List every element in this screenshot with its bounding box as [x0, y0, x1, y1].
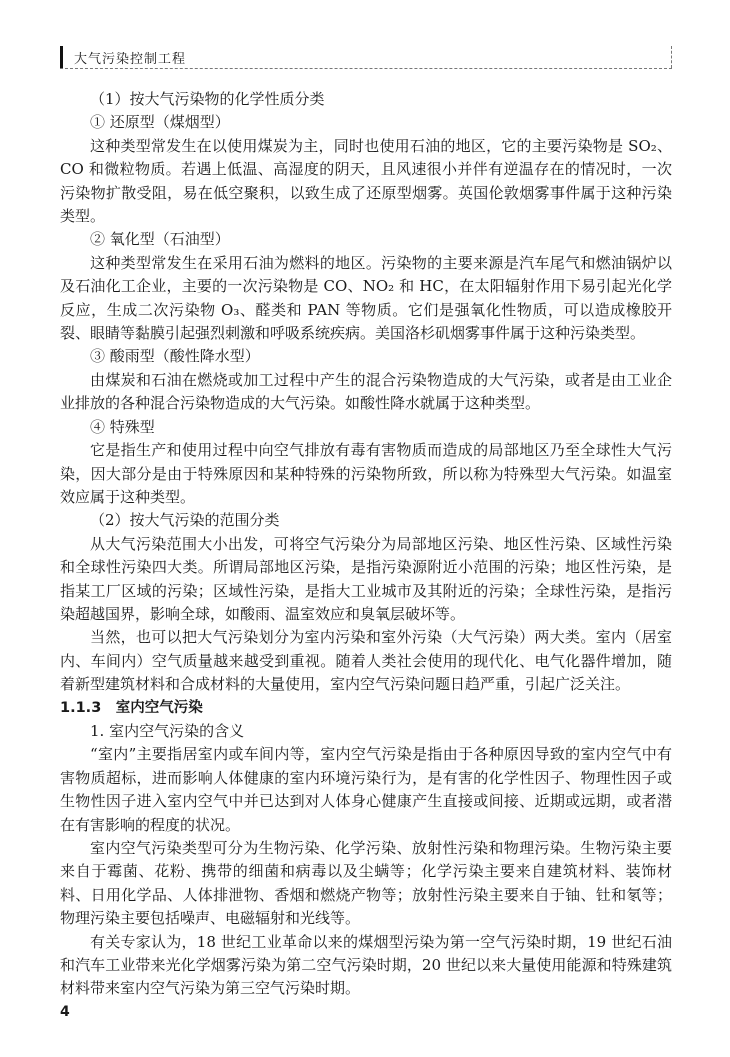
section-heading-range: （2）按大气污染的范围分类	[90, 511, 280, 530]
running-header	[60, 44, 672, 68]
paragraph-special-type: 它是指生产和使用过程中向空气排放有毒有害物质而造成的局部地区乃至全球性大气污染，因大部分是由于特殊原因和某种特殊的污染物所致，所以称为特殊型大气污染。如温室效应属于这种类型。	[60, 441, 672, 506]
paragraph-oxidizing-type: 这种类型常发生在采用石油为燃料的地区。污染物的主要来源是汽车尾气和燃油锅炉以及石油化工企业，主要的一次污染物是 CO、NO₂ 和 HC，在太阳辐射作用下易引起光化学反应，生成二次污染物 O₃、醛类和 PAN 等物质。它们是强氧化性物质，可以造成橡胶开裂、眼睛等黏膜引起强烈刺激和呼吸系统疾病。美国洛杉矶烟雾事件属于这种污染类型。	[60, 253, 672, 343]
subheading-special-type: ④ 特殊型	[90, 417, 155, 436]
paragraph-indoor-types: 室内空气污染类型可分为生物污染、化学污染、放射性污染和物理污染。生物污染主要来自于霉菌、花粉、携带的细菌和病毒以及尘螨等；化学污染主要来自建筑材料、装饰材料、日用化学品、人体排泄物、香烟和燃烧产物等；放射性污染主要来自于铀、钍和氡等；物理污染主要包括噪声、电磁辐射和光线等。	[60, 839, 672, 928]
subheading-acid-rain-type: ③ 酸雨型（酸性降水型）	[90, 347, 260, 366]
section-heading-1-1-3: 1.1.3 室内空气污染	[60, 699, 203, 716]
paragraph-reducing-type: 这种类型常发生在以使用煤炭为主，同时也使用石油的地区，它的主要污染物是 SO₂、CO 和微粒物质。若遇上低温、高湿度的阴天，且风速很小并伴有逆温存在的情况时，一次污染物扩散受阻，易在低空聚积，以致生成了还原型烟雾。英国伦敦烟雾事件属于这种污染类型。	[60, 136, 672, 226]
paragraph-acid-rain-type: 由煤炭和石油在燃烧或加工过程中产生的混合污染物造成的大气污染，或者是由工业企业排放的各种混合污染物造成的大气污染。如酸性降水就属于这种类型。	[60, 370, 672, 413]
subheading-oxidizing-type: ② 氧化型（石油型）	[90, 230, 230, 249]
paragraph-history: 有关专家认为，18 世纪工业革命以来的煤烟型污染为第一空气污染时期，19 世纪石油和汽车工业带来光化学烟雾污染为第二空气污染时期，20 世纪以来大量使用能源和特殊建筑材料带来室内空气污染为第三空气污染时期。	[60, 932, 672, 998]
subheading-indoor-definition: 1. 室内空气污染的含义	[90, 721, 245, 740]
subheading-reducing-type: ① 还原型（煤烟型）	[90, 113, 230, 132]
header-bar	[60, 46, 63, 68]
paragraph-indoor-outdoor: 当然，也可以把大气污染划分为室内污染和室外污染（大气污染）两大类。室内（居室内、车间内）空气质量越来越受到重视。随着人类社会使用的现代化、电气化器件增加，随着新型建筑材料和合成材料的大量使用，室内空气污染问题日趋严重，引起广泛关注。	[60, 628, 672, 694]
header-end-rule	[671, 46, 672, 68]
paragraph-range: 从大气污染范围大小出发，可将空气污染分为局部地区污染、地区性污染、区域性污染和全球性污染四大类。所谓局部地区污染，是指污染源附近小范围的污染；地区性污染，是指某工厂区域的污染；区域性污染，是指大工业城市及其附近的污染；全球性污染，是指污染超越国界，影响全球，如酸雨、温室效应和臭氧层破坏等。	[60, 534, 672, 623]
header-rule	[60, 68, 672, 69]
section-heading-chemical: （1）按大气污染物的化学性质分类	[90, 90, 325, 108]
page-body	[60, 88, 672, 1001]
paragraph-indoor-definition: “室内”主要指居室内或车间内等，室内空气污染是指由于各种原因导致的室内空气中有害物质超标，进而影响人体健康的室内环境污染行为，是有害的化学性因子、物理性因子或生物性因子进入室内空气中并已达到对人体身心健康产生直接或间接、近期或远期，或者潜在有害影响的程度的状况。	[60, 745, 672, 834]
page-number: 4	[60, 1004, 70, 1020]
header-title: 大气污染控制工程	[74, 52, 187, 67]
